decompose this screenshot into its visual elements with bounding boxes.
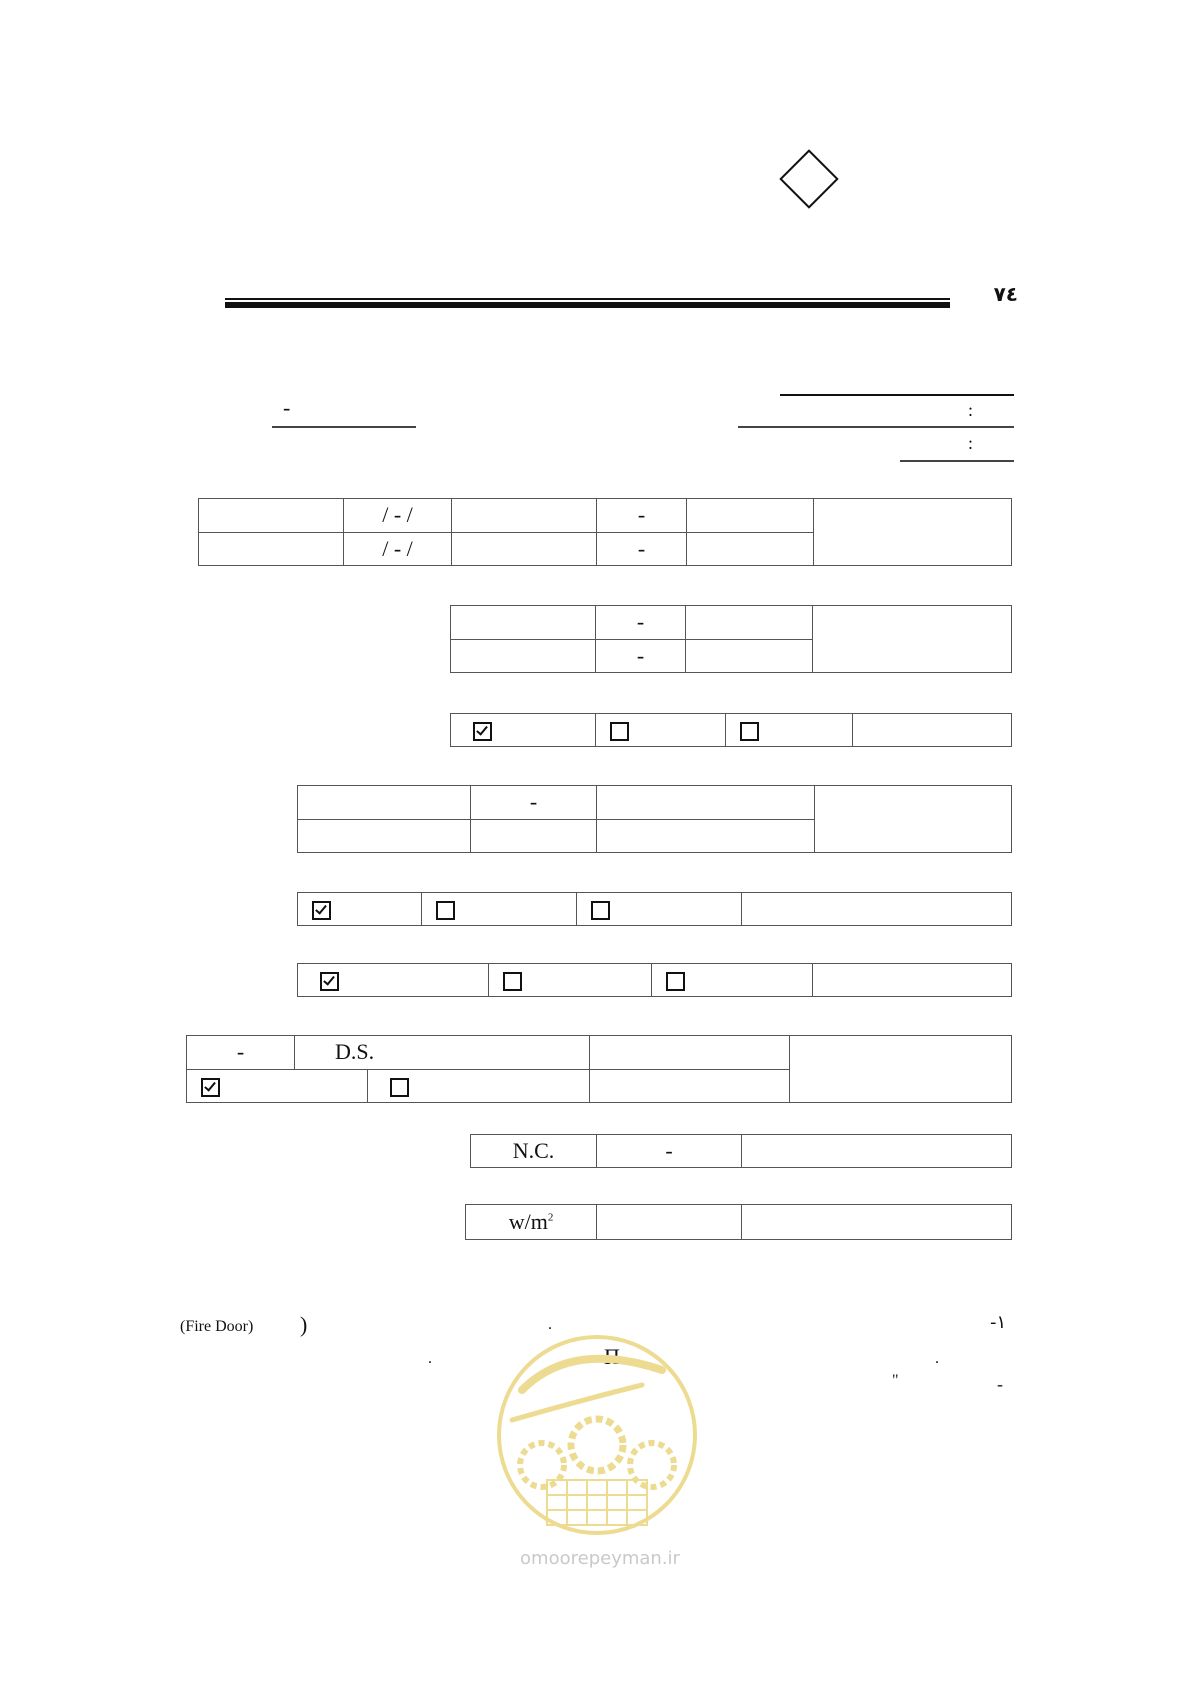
table-1: [198, 498, 1012, 566]
table-9-unit-cell: [466, 1205, 597, 1240]
field-line-1[interactable]: [738, 426, 1014, 428]
checkbox-checked-icon[interactable]: [320, 972, 339, 991]
checkbox-empty-icon[interactable]: [591, 901, 610, 920]
table-7-cell[interactable]: [590, 1069, 790, 1103]
table-1-cell[interactable]: [199, 499, 344, 533]
table-7: [186, 1035, 1012, 1103]
unit-base: w/m: [508, 1209, 548, 1234]
table-1-cell[interactable]: [199, 532, 344, 566]
footnote-paren: ): [300, 1312, 308, 1337]
table-2-cell[interactable]: [451, 606, 596, 640]
table-1-dash-cell: -: [597, 532, 687, 566]
checkbox-empty-icon[interactable]: [666, 972, 685, 991]
table-3-option-1[interactable]: [451, 714, 596, 747]
table-4-cell[interactable]: [597, 819, 815, 853]
title-underline: [780, 394, 1014, 396]
table-5: [297, 892, 1012, 926]
footnote-quote: ": [892, 1372, 899, 1389]
checkbox-checked-icon[interactable]: [201, 1078, 220, 1097]
table-1-label-cell: [814, 499, 1012, 566]
table-1-date-cell[interactable]: / - /: [344, 532, 452, 566]
table-1-dash-cell: -: [597, 499, 687, 533]
table-4-cell[interactable]: [298, 819, 471, 853]
table-7-ds-cell: D.S.: [295, 1036, 590, 1070]
checkbox-empty-icon[interactable]: [390, 1078, 409, 1097]
table-7-option-1[interactable]: [187, 1069, 368, 1103]
table-1-date-cell[interactable]: / - /: [344, 499, 452, 533]
table-6: [297, 963, 1012, 997]
table-3-option-3[interactable]: [726, 714, 853, 747]
checkbox-checked-icon[interactable]: [312, 901, 331, 920]
table-2-cell[interactable]: [686, 606, 813, 640]
table-6-option-2[interactable]: [489, 964, 652, 997]
checkbox-empty-icon[interactable]: [740, 722, 759, 741]
table-4-cell[interactable]: [298, 786, 471, 820]
field-line-2[interactable]: [900, 460, 1014, 462]
table-1-cell[interactable]: [452, 532, 597, 566]
unit-exponent: 2: [547, 1211, 554, 1224]
table-3-option-2[interactable]: [596, 714, 726, 747]
watermark-stamp-logo: [492, 1330, 702, 1540]
watermark-site: omoorepeyman.ir: [520, 1548, 680, 1569]
footnote-number: -١: [990, 1312, 1007, 1333]
page-number: ٧٤: [993, 282, 1018, 306]
table-5-option-3[interactable]: [577, 893, 742, 926]
field-colon-2: :: [968, 433, 974, 453]
table-6-label-cell: [813, 964, 1012, 997]
table-2-cell[interactable]: [686, 639, 813, 673]
table-9-cell[interactable]: [597, 1205, 742, 1240]
table-1-cell[interactable]: [687, 532, 814, 566]
table-5-option-2[interactable]: [422, 893, 577, 926]
table-6-option-1[interactable]: [298, 964, 489, 997]
table-4: [297, 785, 1012, 853]
table-4-label-cell: [815, 786, 1012, 853]
checkbox-empty-icon[interactable]: [610, 722, 629, 741]
table-9: [465, 1204, 1012, 1240]
table-4-cell[interactable]: [597, 786, 815, 820]
table-8-dash-cell: -: [597, 1135, 742, 1168]
checkbox-empty-icon[interactable]: [503, 972, 522, 991]
table-8-label-cell: [742, 1135, 1012, 1168]
table-7-dash-cell: -: [187, 1036, 295, 1070]
table-2-cell[interactable]: [451, 639, 596, 673]
footnote-dot-3: .: [935, 1350, 939, 1367]
table-3-label-cell: [853, 714, 1012, 747]
footnote-pi: Π: [604, 1344, 620, 1369]
table-7-option-2[interactable]: [368, 1069, 590, 1103]
field-colon-1: :: [968, 400, 974, 420]
diamond-icon: [779, 149, 838, 208]
table-2: [450, 605, 1012, 673]
table-5-label-cell: [742, 893, 1012, 926]
table-1-cell[interactable]: [687, 499, 814, 533]
header-rule-thick: [225, 302, 950, 308]
field-dash: -: [283, 395, 291, 420]
footnote-dot: .: [548, 1316, 552, 1333]
footnote-dot-2: .: [428, 1350, 432, 1367]
table-2-label-cell: [813, 606, 1012, 673]
table-9-label-cell: [742, 1205, 1012, 1240]
checkbox-empty-icon[interactable]: [436, 901, 455, 920]
table-5-option-1[interactable]: [298, 893, 422, 926]
table-2-dash-cell: -: [596, 606, 686, 640]
header-rule-thin: [225, 298, 950, 300]
table-7-label-cell: [790, 1036, 1012, 1103]
checkbox-checked-icon[interactable]: [473, 722, 492, 741]
table-1-cell[interactable]: [452, 499, 597, 533]
table-2-dash-cell: -: [596, 639, 686, 673]
table-3: [450, 713, 1012, 747]
field-line-left[interactable]: [272, 426, 416, 428]
table-4-cell[interactable]: [471, 819, 597, 853]
footnote-fire-door: (Fire Door): [180, 1318, 254, 1335]
table-8-nc-cell: N.C.: [471, 1135, 597, 1168]
table-7-cell[interactable]: [590, 1036, 790, 1070]
footnote-dash: -: [997, 1374, 1003, 1394]
table-6-option-3[interactable]: [652, 964, 813, 997]
table-8: [470, 1134, 1012, 1168]
table-4-dash-cell: -: [471, 786, 597, 820]
